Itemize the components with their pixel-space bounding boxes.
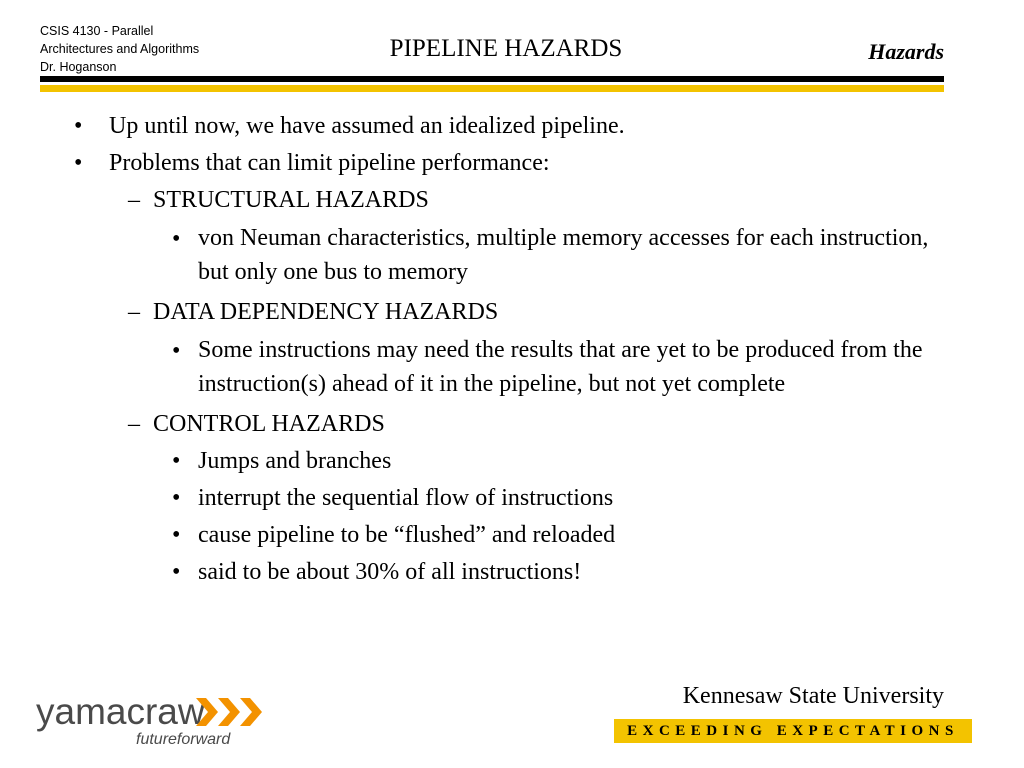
- sub-bullet-text: Jumps and branches: [198, 448, 392, 474]
- bullet-marker: •: [74, 150, 83, 176]
- bullet-marker: •: [172, 485, 181, 511]
- chevron-icon-1: [196, 698, 218, 726]
- sub-heading-structural: [0, 182, 1024, 219]
- chevron-arrows-icon: [196, 694, 266, 730]
- sub-bullet-text: Some instructions may need the results that are yet to be produced from the instruction(s) ahead of it in the pipeline, but not yet complete: [198, 337, 923, 397]
- chevron-icon-2: [218, 698, 240, 726]
- logo-wordmark: yamacraw: [36, 691, 205, 732]
- sub-bullet-item: [0, 480, 1024, 517]
- course-line-2: Architectures and Algorithms: [40, 42, 200, 56]
- course-line-1: CSIS 4130 - Parallel: [40, 24, 154, 38]
- slide-title: PIPELINE HAZARDS: [389, 35, 623, 62]
- bullet-marker: •: [172, 226, 181, 252]
- university-name: Kennesaw State University: [682, 683, 944, 709]
- slide-content: [0, 108, 1024, 591]
- sub-bullet-item: [0, 443, 1024, 480]
- course-info: [40, 22, 199, 76]
- bullet-marker: •: [172, 522, 181, 548]
- chevron-icon-3: [240, 698, 262, 726]
- sub-heading-data: [0, 294, 1024, 331]
- bullet-marker: •: [74, 113, 83, 139]
- sub-heading-text: STRUCTURAL HAZARDS: [153, 187, 429, 213]
- sub-bullet-item: [0, 221, 1024, 291]
- sub-heading-control: [0, 406, 1024, 443]
- sub-bullet-text: von Neuman characteristics, multiple memory accesses for each instruction, but only one bus to memory: [198, 225, 929, 285]
- sub-bullet-item: [0, 554, 1024, 591]
- bullet-item: [0, 108, 1024, 145]
- bullet-marker: •: [172, 448, 181, 474]
- sub-heading-text: DATA DEPENDENCY HAZARDS: [153, 299, 499, 325]
- section-tag: Hazards: [868, 39, 944, 64]
- header-rule-black: [40, 76, 944, 82]
- sub-heading-text: CONTROL HAZARDS: [153, 411, 385, 437]
- instructor-name: Dr. Hoganson: [40, 60, 117, 74]
- dash-marker: –: [128, 411, 140, 437]
- motto-banner: EXCEEDING EXPECTATIONS: [614, 719, 972, 743]
- sub-bullet-item: [0, 333, 1024, 403]
- bullet-marker: •: [172, 338, 181, 364]
- bullet-item: [0, 145, 1024, 182]
- sub-bullet-text: said to be about 30% of all instructions!: [198, 559, 582, 585]
- sub-bullet-text: cause pipeline to be “flushed” and reloaded: [198, 522, 616, 548]
- bullet-marker: •: [172, 559, 181, 585]
- dash-marker: –: [128, 187, 140, 213]
- dash-marker: –: [128, 299, 140, 325]
- bullet-text: Up until now, we have assumed an idealized pipeline.: [109, 113, 625, 139]
- bullet-text: Problems that can limit pipeline performance:: [109, 150, 550, 176]
- header-rule-gold: [40, 85, 944, 92]
- sub-bullet-item: [0, 517, 1024, 554]
- yamacraw-logo: [36, 690, 246, 752]
- sub-bullet-text: interrupt the sequential flow of instructions: [198, 485, 614, 511]
- logo-tagline: futureforward: [136, 731, 231, 748]
